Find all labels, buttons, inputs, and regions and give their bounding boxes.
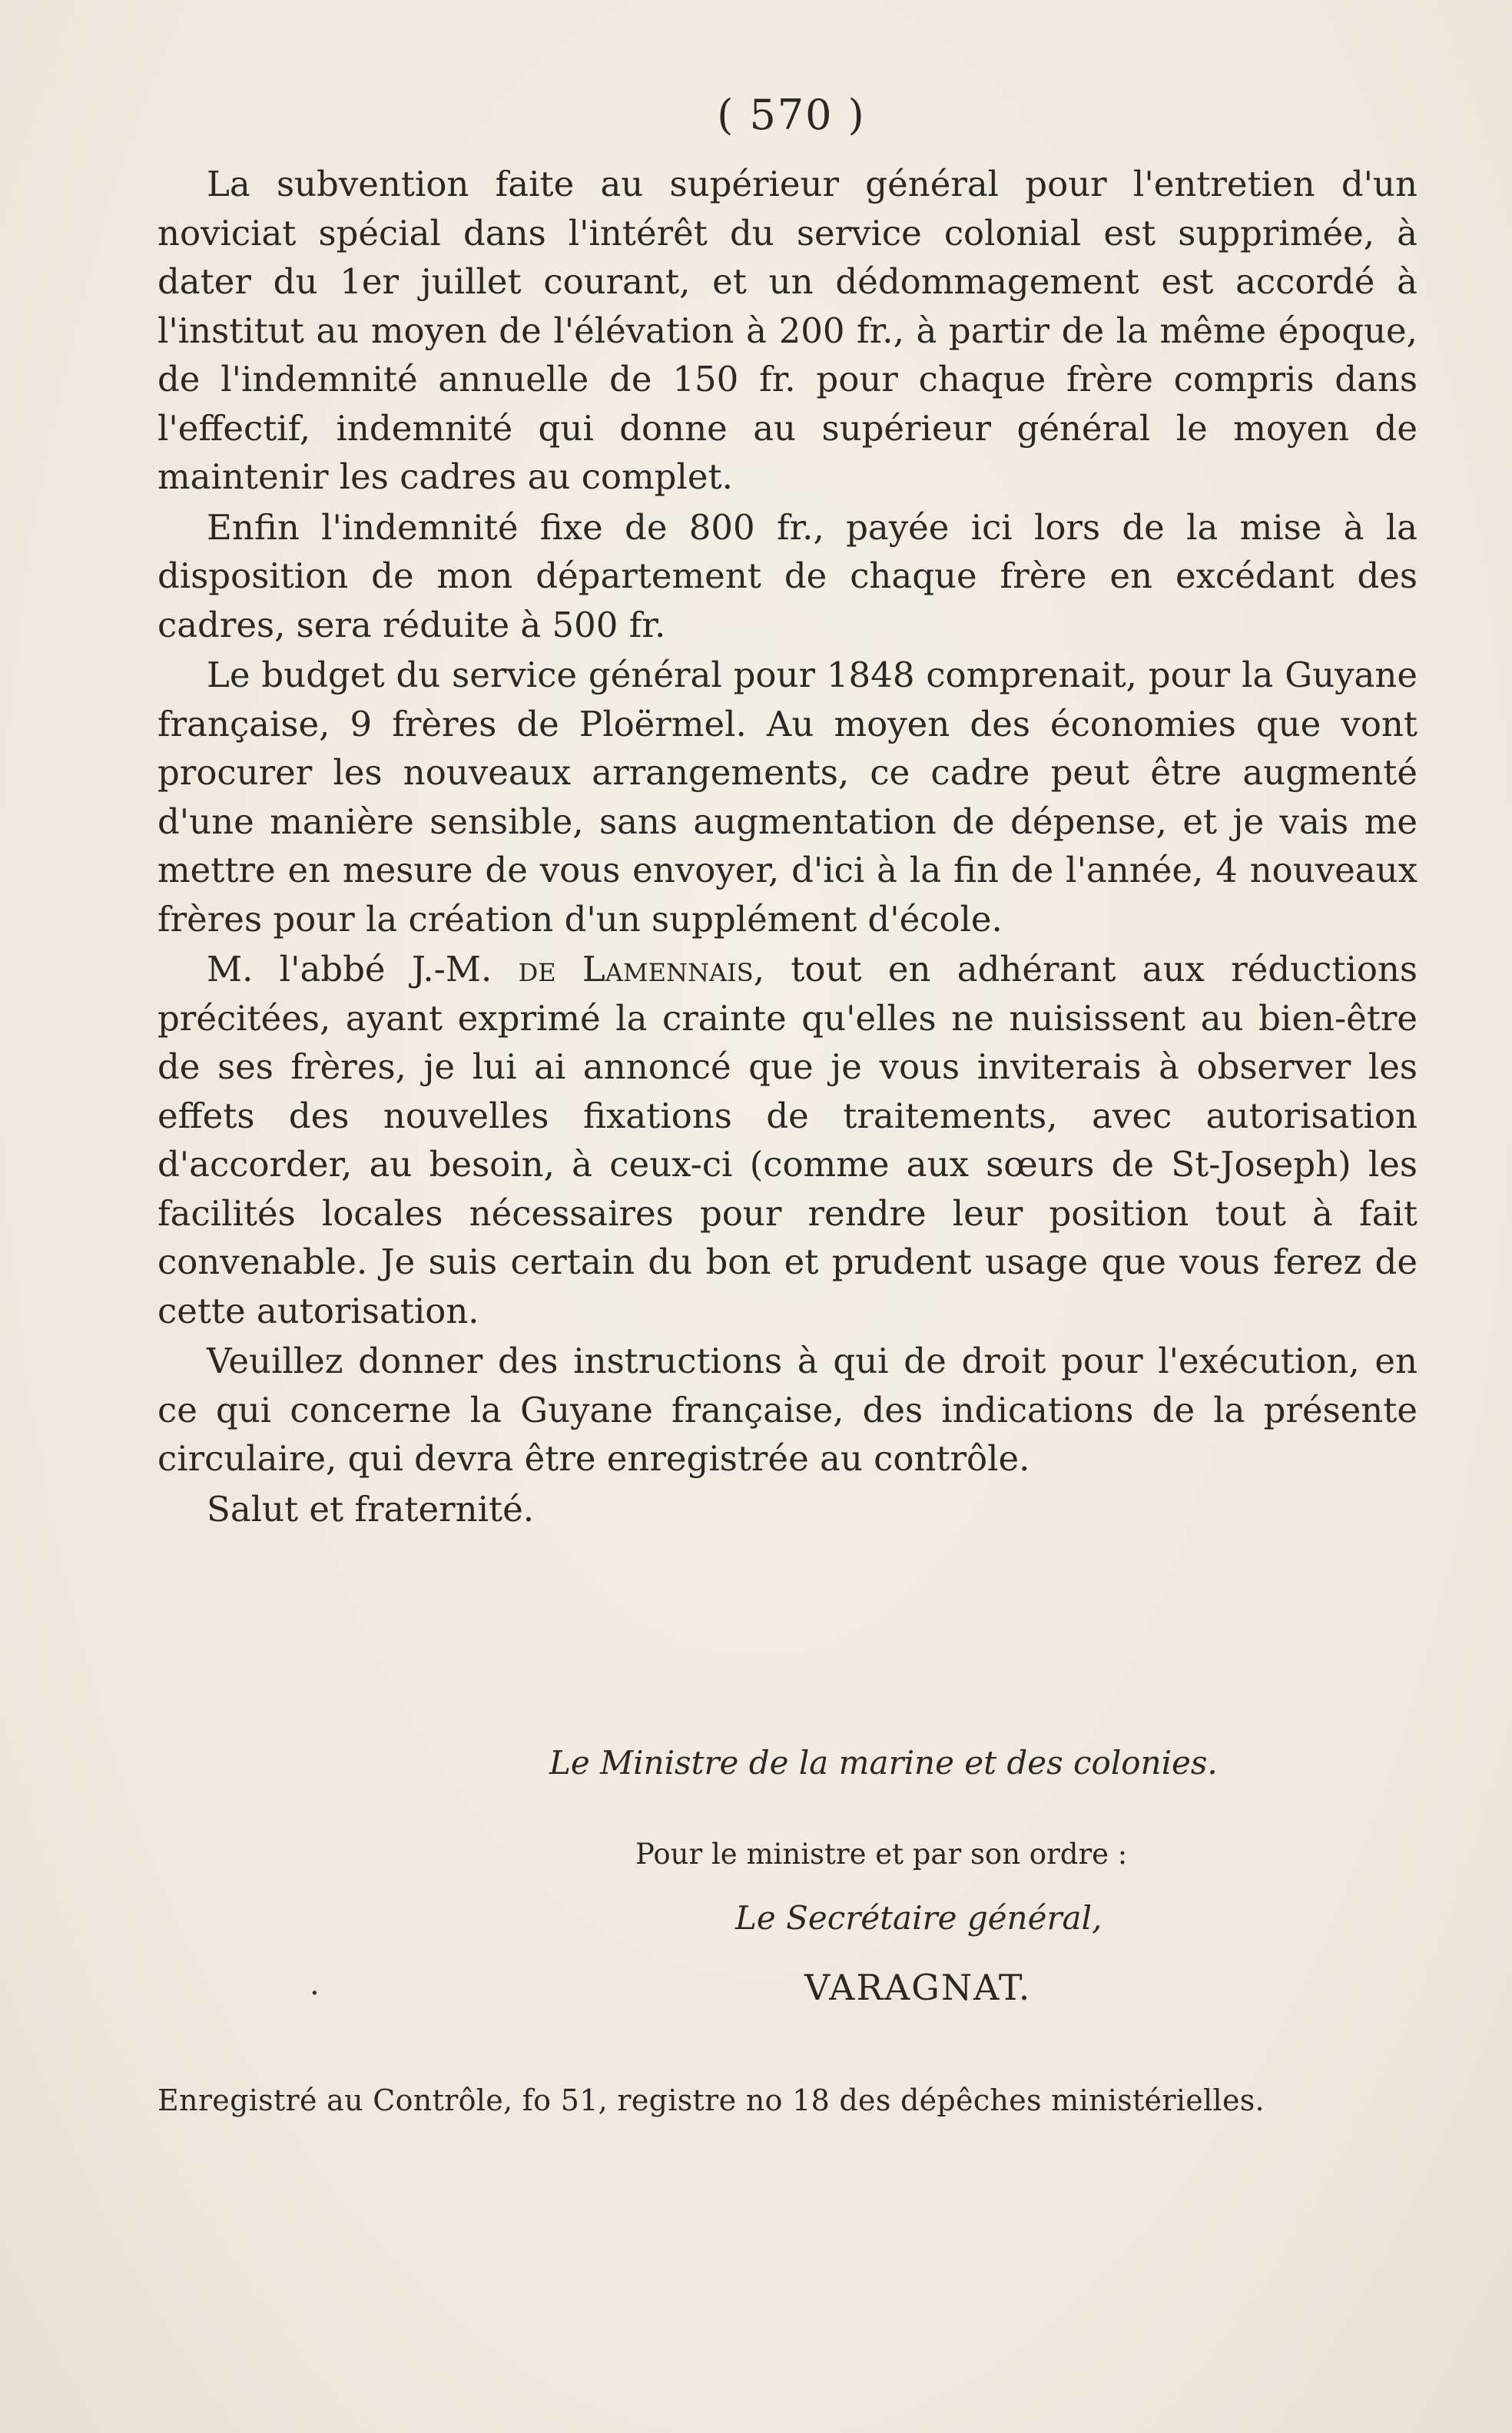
paragraph-subvention: La subvention faite au supérieur général pour l'entretien d'un noviciat spécial dans l'intérêt du service colonial est supprimée, à dater du 1er juillet courant, et un dédommagement est accordé à l'institut au moyen de l'élévation à 200 fr., à partir de la même époque, de l'indemnité annuelle de 150 fr. pour chaque frère compris dans l'effectif, indemnité qui donne au supérieur général le moyen de maintenir les cadres au complet. xyxy=(158,164,1418,497)
greeting: Salut et fraternité. xyxy=(207,1488,535,1530)
secretary-title: Le Secrétaire général, xyxy=(735,1899,1102,1937)
lamennais-prefix: M. l'abbé J.-M. xyxy=(207,949,519,989)
lamennais-rest: , tout en adhérant aux réductions précitées, ayant exprimé la crainte qu'elles ne nuisissent au bien-être de ses frères, je lui ai annoncé que je vous inviterais à observer les effets des nouvelles fixations de traitements, avec autorisation d'accorder, au besoin, à ceux-ci (comme aux sœurs de St-Joseph) les facilités locales nécessaires pour rendre leur position tout à fait convenable. Je suis certain du bon et prudent usage que vous ferez de cette autorisation. xyxy=(158,949,1418,1331)
stray-dot: . xyxy=(310,1967,320,2002)
paragraph-budget: Le budget du service général pour 1848 comprenait, pour la Guyane française, 9 frères de Ploërmel. Au moyen des économies que vont procurer les nouveaux arrangements, ce cadre peut être augmenté d'une manière sensible, sans augmentation de dépense, et je vais me mettre en mesure de vous envoyer, d'ici à la fin de l'année, 4 nouveaux frères pour la création d'un supplément d'école. xyxy=(158,655,1418,940)
paragraph-indemnite: Enfin l'indemnité fixe de 800 fr., payée ici lors de la mise à la disposition de mon département de chaque frère en excédant des cadres, sera réduite à 500 fr. xyxy=(158,506,1418,645)
registration-note: Enregistré au Contrôle, fo 51, registre no 18 des dépêches ministérielles. xyxy=(158,2083,1265,2117)
minister-title: Le Ministre de la marine et des colonies. xyxy=(549,1744,1218,1782)
order-line: Pour le ministre et par son ordre : xyxy=(635,1838,1128,1871)
paragraph-lamennais xyxy=(158,945,1418,1335)
lamennais-name: de Lamennais xyxy=(518,949,754,989)
signatory-name: VARAGNAT. xyxy=(804,1967,1032,2008)
page-number: ( 570 ) xyxy=(717,91,866,139)
circular-body xyxy=(158,160,1418,1533)
paragraph-instructions: Veuillez donner des instructions à qui de droit pour l'exécution, en ce qui concerne la Guyane française, des indications de la présente circulaire, qui devra être enregistrée au contrôle. xyxy=(158,1341,1418,1479)
